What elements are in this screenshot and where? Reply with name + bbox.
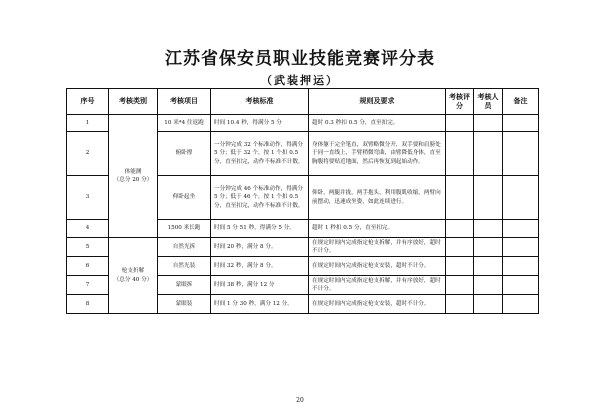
row-score [446,176,474,220]
row-score [446,132,474,176]
row-standard: 时间 5 分 51 秒，得满分 5 分。 [211,220,309,238]
category-name: 体能测 [124,168,142,175]
header-standard: 考核标准 [211,89,309,115]
category-fitness [109,115,158,238]
row-note [503,257,539,276]
page-subtitle: （武装押运） [261,74,339,87]
row-item: 俯卧撑 [158,132,211,176]
row-staff [474,220,503,238]
row-staff [474,238,503,257]
row-score [446,238,474,257]
table-row [67,238,539,257]
row-no: 4 [67,220,109,238]
row-standard: 时间 32 秒，满分 8 分。 [211,257,309,276]
header-note: 备注 [503,89,539,115]
header-category: 考核类别 [109,89,158,115]
row-score [446,276,474,295]
row-rules: 超时 0.3 秒扣 0.5 分，直至扣完。 [309,115,446,132]
category-name: 枪支折解 [121,268,145,275]
row-note [503,176,539,220]
category-weapon [109,238,158,314]
row-score [446,295,474,314]
row-item: 蒙眼装 [158,295,211,314]
category-points: （总分 40 分） [113,276,153,283]
row-no: 6 [67,257,109,276]
row-no: 7 [67,276,109,295]
page-number: 20 [296,397,304,404]
row-rules: 仰卧，两腿并拢，两手抱头，利用腹肌收缩，两臂向前摆动，迅速成坐姿，如此连续进行。 [309,176,446,220]
row-standard: 一分钟完成 46 个标准动作，得满分 5 分；低于 46 个，按 1 个扣 0.5 分，直至扣完，动作不标准不计数。 [211,176,309,220]
row-rules: 在规定时间内完成指定枪支拆解，并有序放好，超时不计分。 [309,276,446,295]
header-staff: 考核人员 [474,89,503,115]
category-points: （总分 20 分） [113,177,153,183]
header-no: 序号 [67,89,109,115]
row-rules: 身体躯干完全笔直，双臂略微分开，双手要和肩膀处于同一直线上，手臂稍微弯曲，由臂降低身体，直至胸腹将要贴近地面，然后再恢复到起始动作。 [309,132,446,176]
row-note [503,276,539,295]
row-no: 1 [67,115,109,132]
row-item: 蒙眼拆 [158,276,211,295]
row-item: 10 米*4 往返跑 [158,115,211,132]
row-standard: 时间 38 秒，满分 12 分 [211,276,309,295]
table-row [67,115,539,132]
row-item: 仰卧起坐 [158,176,211,220]
row-rules: 在规定时间内完成指定枪支安装，超时不计分。 [309,257,446,276]
row-note [503,295,539,314]
row-staff [474,176,503,220]
row-item: 自然光拆 [158,238,211,257]
row-standard: 一分钟完成 32 个标准动作，得满分 5 分；低于 32 个，按 1 个扣 0.5 分，直至扣完，动作不标准不计数。 [211,132,309,176]
row-score [446,257,474,276]
row-note [503,132,539,176]
row-rules: 在规定时间内完成指定枪支拆解，并有序放好，超时不计分。 [309,238,446,257]
row-rules: 在规定时间内完成指定枪支安装，超时不计分。 [309,295,446,314]
row-note [503,238,539,257]
row-score [446,220,474,238]
row-standard: 时间 20 秒，满分 8 分。 [211,238,309,257]
header-row [67,89,539,115]
row-item: 1500 米长跑 [158,220,211,238]
row-no: 5 [67,238,109,257]
row-note [503,115,539,132]
header-score: 考核评分 [446,89,474,115]
header-rules: 规则及要求 [309,89,446,115]
row-staff [474,257,503,276]
row-rules: 超时 1 秒扣 0.5 分，直至扣完。 [309,220,446,238]
row-note [503,220,539,238]
header-item: 考核项目 [158,89,211,115]
row-standard: 时间 1 分 30 秒，满分 12 分。 [211,295,309,314]
row-score [446,115,474,132]
row-standard: 时间 10.4 秒，得满分 5 分 [211,115,309,132]
row-no: 8 [67,295,109,314]
scoring-table [66,88,539,314]
row-staff [474,295,503,314]
row-no: 2 [67,132,109,176]
row-item: 自然光装 [158,257,211,276]
page-title: 江苏省保安员职业技能竞赛评分表 [165,49,435,69]
row-no: 3 [67,176,109,220]
row-staff [474,276,503,295]
row-staff [474,132,503,176]
row-staff [474,115,503,132]
